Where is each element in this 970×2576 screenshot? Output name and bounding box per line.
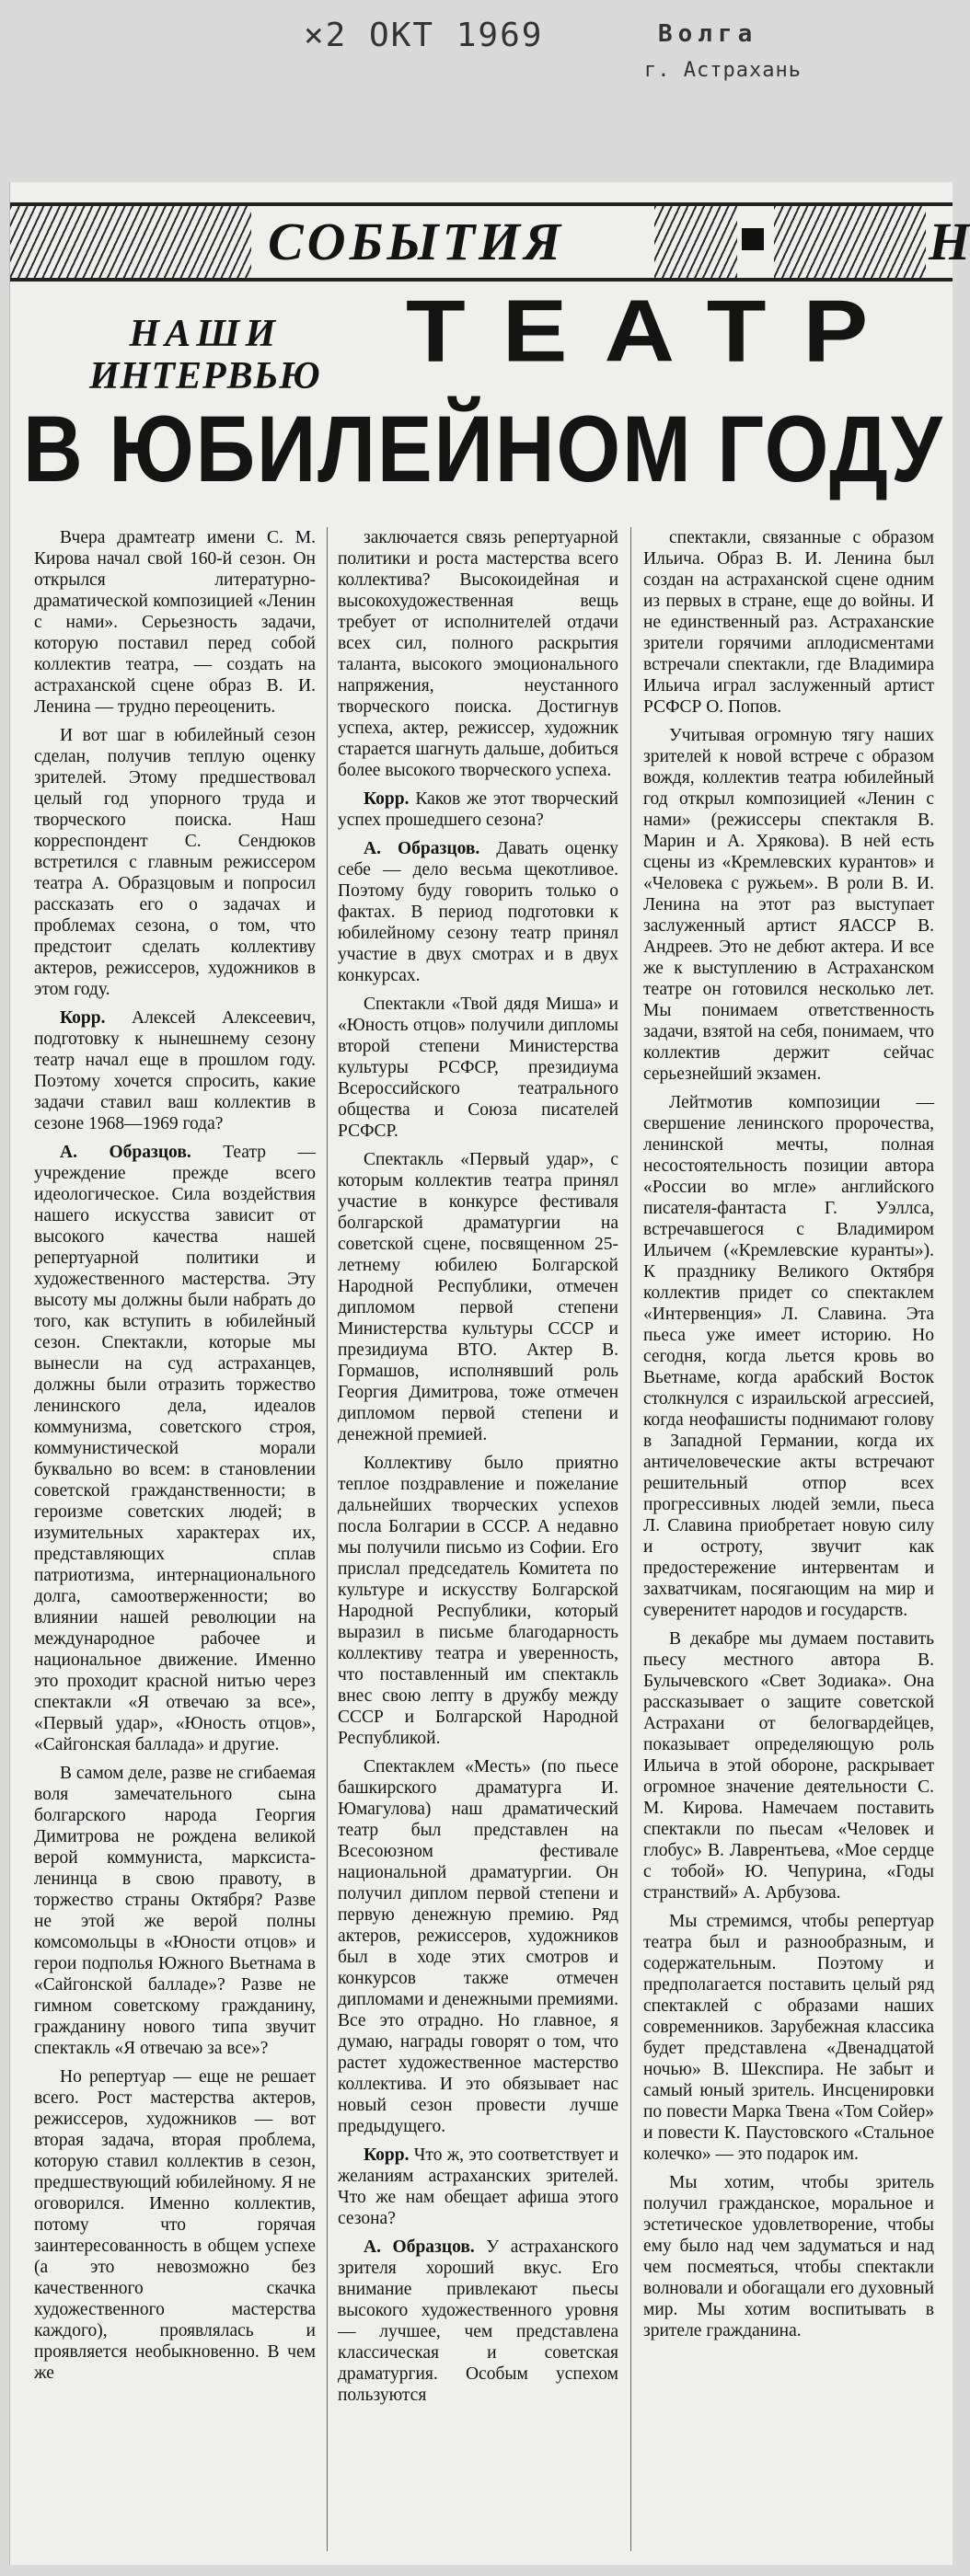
- paragraph: заключается связь репертуарной политики и роста мастерства всего коллектива? Высокоидейная и высокохудожественная вещь требует от исполнителей отдачи всех сил, полного раскрытия таланта, высокого эмоционального напряжения, неустанного творческого поиска. Достигнув успеха, актер, режиссер, художник старается шагнуть дальше, добиться более высокого творческого успеха.: [338, 528, 618, 780]
- paragraph: Спектакли «Твой дядя Миша» и «Юность отцов» получили дипломы второй степени Министерства культуры РСФСР, президиума Всероссийского театрального общества и Союза писателей РСФСР.: [338, 995, 618, 1141]
- headline-line2: В ЮБИЛЕЙНОМ ГОДУ: [23, 397, 944, 501]
- headline-line1: ТЕАТР: [406, 282, 906, 381]
- article-column-3: [643, 527, 934, 2341]
- article-column-2: [338, 527, 618, 2406]
- rubric-hatch-right: [774, 206, 926, 278]
- paragraph: Учитывая огромную тягу наших зрителей к новой встрече с образом вождя, коллектив театра юбилейный год открыл композицией «Ленин с нами» (режиссеры спектакля В. Марин и А. Хрякова). В ней есть сцены из «Кремлевских курантов» и «Человека с ружьем». В роли В. И. Ленина на этот раз выступает заслуженный артист ЯАССР В. Андреев. Это не дебют актера. И все же к выступлению в Астраханском театре он готовился несколько лет. Мы понимаем ответственность задачи, взятой на себя, понимаем, что коллектив держит сейчас серьезнейший экзамен.: [643, 726, 934, 1084]
- paragraph: В самом деле, разве не сгибаемая воля замечательного сына болгарского народа Георгия Димитрова не рождена великой верой коммуниста, марксиста-ленинца в свою правоту, в торжество страны Октября? Разве не этой же верой полны комсомольцы в «Юности отцов» и герои подполья Южного Вьетнама в «Сайгонской балладе»? Разве не гимном советскому гражданину, гражданину нового типа звучит спектакль «Я отвечаю за все»?: [34, 1764, 316, 2058]
- paragraph: Корр. Каков же этот творческий успех прошедшего сезона?: [338, 789, 618, 830]
- section-label-line2: ИНТЕРВЬЮ: [89, 355, 321, 397]
- paragraph: Спектакль «Первый удар», с которым коллектив театра принял участие в конкурсе фестиваля болгарской драматургии на советской сцене, посвященном 25-летнему юбилею Болгарской Народной Республики, отмечен дипломом первой степени Министерства культуры СССР и президиума ВТО. Актер В. Гормашов, исполнявший роль Георгия Димитрова, тоже отмечен дипломом первой степени и денежной премией.: [338, 1150, 618, 1444]
- section-label-line1: НАШИ: [129, 313, 282, 355]
- paragraph: Вчера драмтеатр имени С. М. Кирова начал свой 160-й сезон. Он открылся литературно-драматической композицией «Ленин с нами». Серьезность задачи, которую поставил перед собой коллектив театра, — создать на астраханской сцене образ В. И. Ленина — трудно переоценить.: [34, 528, 316, 717]
- paragraph: Мы стремимся, чтобы репертуар театра был и разнообразным, и содержательным. Поэтому и предполагается поставить целый ряд спектаклей с образами наших современников. Зарубежная классика будет представлена «Двенадцатой ночью» В. Шекспира. Не забыт и самый юный зритель. Инсценировки по повести Марка Твена «Том Сойер» и повести К. Паустовского «Стальное колечко» — это подарок им.: [643, 1912, 934, 2164]
- paragraph: А. Образцов. У астраханского зрителя хороший вкус. Его внимание привлекают пьесы высокого художественного уровня — лучшее, чем представлена классическая и советская драматургия. Особым успехом пользуются: [338, 2237, 619, 2405]
- paragraph: Спектаклем «Месть» (по пьесе башкирского драматурга И. Юмагулова) наш драматический театр был представлен на Всесоюзном фестивале национальной драматургии. Он получил диплом первой степени и первую денежную премию. Ряд актеров, режиссеров, художников был в ходе этих смотров и конкурсов также отмечен дипломами и денежными премиями. Все это отрадно. Но главное, я думаю, награды говорят о том, что растет художественное мастерство коллектива. И это обязывает нас новый сезон провести лучше предыдущего.: [338, 1757, 618, 2136]
- paragraph: Но репертуар — еще не решает всего. Рост мастерства актеров, режиссеров, художников — вот вторая задача, вторая проблема, которую ставил коллектив в сезон, предшествующий юбилейному. Я не оговорился. Именно коллектив, потому что горячая заинтересованность в общем успехе (а это невозможно без качественного скачка художественного мастерства каждого), проявлялась и проявляется необыкновенно. В чем же: [34, 2067, 316, 2383]
- column-divider: [327, 527, 328, 2551]
- paragraph: спектакли, связанные с образом Ильича. Образ В. И. Ленина был создан на астраханской сцене одним из первых в стране, еще до войны. И не единственный раз. Астраханские зрители горячими аплодисментами встречали спектакли, где Владимира Ильича играл заслуженный артист РСФСР О. Попов.: [643, 528, 934, 717]
- archive-date-stamp: ×2 ОКТ 1969: [304, 17, 544, 54]
- rubric-title: СОБЫТИЯ: [251, 210, 581, 274]
- newspaper-clipping: [9, 182, 970, 2565]
- rubric-bar: [10, 202, 970, 282]
- paragraph: И вот шаг в юбилейный сезон сделан, получив теплую оценку зрителей. Этому предшествовал целый год упорного труда и творческого поиска. Наш корреспондент С. Сендюков встретился с главным режиссером театра А. Образцовым и попросил рассказать его о задачах и проблемах сезона, о том, что предстоит сделать коллективу актеров, режиссеров, художников в этом году.: [34, 726, 316, 999]
- paragraph: А. Образцов. Давать оценку себе — дело весьма щекотливое. Поэтому буду говорить только о фактах. В период подготовки к юбилейному сезону театр принял участие в двух смотрах и в двух конкурсах.: [338, 839, 618, 985]
- paragraph: Корр. Алексей Алексеевич, подготовку к нынешнему сезону театр начал еще в прошлом году. Поэтому хочется спросить, какие задачи ставил ваш коллектив в сезоне 1968—1969 года?: [34, 1008, 316, 1133]
- section-label: [89, 313, 321, 397]
- paragraph: Лейтмотив композиции — свершение ленинского пророчества, ленинской мечты, полная несостоятельность позиции автора «России во мгле» английского писателя-фантаста Г. Уэллса, встречавшегося с Владимиром Ильичем («Кремлевские куранты»). К празднику Великого Октября коллектив придет со спектаклем «Интервенция» Л. Славина. Эта пьеса уже имеет историю. Но сегодня, когда льется кровь во Вьетнаме, когда арабский Восток столкнулся с израильской агрессией, когда неофашисты поднимают голову в Западной Германии, когда их античеловеческие акты встречают решительный отпор всех прогрессивных людей земли, пьеса Л. Славина приобретает новую силу и остроту, звучит как предостережение интервентам и захватчикам, посягающим на мир и суверенитет народов и государств.: [643, 1093, 934, 1620]
- rubric-tail-letter: Н: [929, 212, 970, 271]
- source-stamp-title: Волга: [658, 20, 758, 48]
- paragraph: В декабре мы думаем поставить пьесу местного автора В. Булычевского «Свет Зодиака». Она рассказывает о защите советской Астрахани от белогвардейцев, показывает определяющую роль Ильича в этой обороне, раскрывает огромное значение деятельности С. М. Кирова. Намечаем поставить спектакли по пьесам «Человек и глобус» В. Лаврентьева, «Мое сердце с тобой» Ю. Чепурина, «Годы странствий» А. Арбузова.: [643, 1629, 934, 1903]
- paragraph: А. Образцов. Театр — учреждение прежде всего идеологическое. Сила воздействия нашего искусства зависит от высокого качества нашей репертуарной политики и художественного мастерства. Эту высоту мы должны были набрать до того, как вступить в юбилейный сезон. Спектакли, которые мы вынесли на суд астраханцев, должны были отразить торжество ленинского дела, идеалов коммунизма, советского строя, коммунистической морали буквально во всем: в становлении советской гражданственности; в героизме советских людей; в изумительных характерах их, представляющих сплав патриотизма, интернационального долга, самоотверженности; во влиянии нашей революции на международное рабочее и национальное движение. Именно это проходит красной нитью через спектакли «Я отвечаю за все», «Первый удар», «Юность отцов», «Сайгонская баллада» и другие.: [34, 1143, 316, 1754]
- column-divider: [630, 527, 631, 2551]
- paragraph: Корр. Что ж, это соответствует и желаниям астраханских зрителей. Что же нам обещает афиша этого сезона?: [338, 2145, 618, 2228]
- rubric-hatch-left: [10, 206, 251, 278]
- rubric-square-mark: [742, 228, 764, 250]
- paragraph: Мы хотим, чтобы зритель получил гражданское, моральное и эстетическое удовлетворение, чтобы ему было над чем задуматься и над чем посмеяться, чтобы спектакли волновали и обогащали его духовный мир. Мы хотим воспитывать в зрителе гражданина.: [643, 2173, 934, 2340]
- paragraph: Коллективу было приятно теплое поздравление и пожелание дальнейших творческих успехов посла Болгарии в СССР. А недавно мы получили письмо из Софии. Его прислал председатель Комитета по культуре и искусству Болгарской Народной Республики, который выразил в письме благодарность коллективу театра и уверенность, что поставленный им спектакль внес свою лепту в дружбу между СССР и Болгарской Народной Республикой.: [338, 1454, 618, 1748]
- rubric-hatch-mid: [654, 206, 737, 278]
- source-stamp-city: г. Астрахань: [644, 59, 802, 82]
- article-column-1: [34, 527, 316, 2384]
